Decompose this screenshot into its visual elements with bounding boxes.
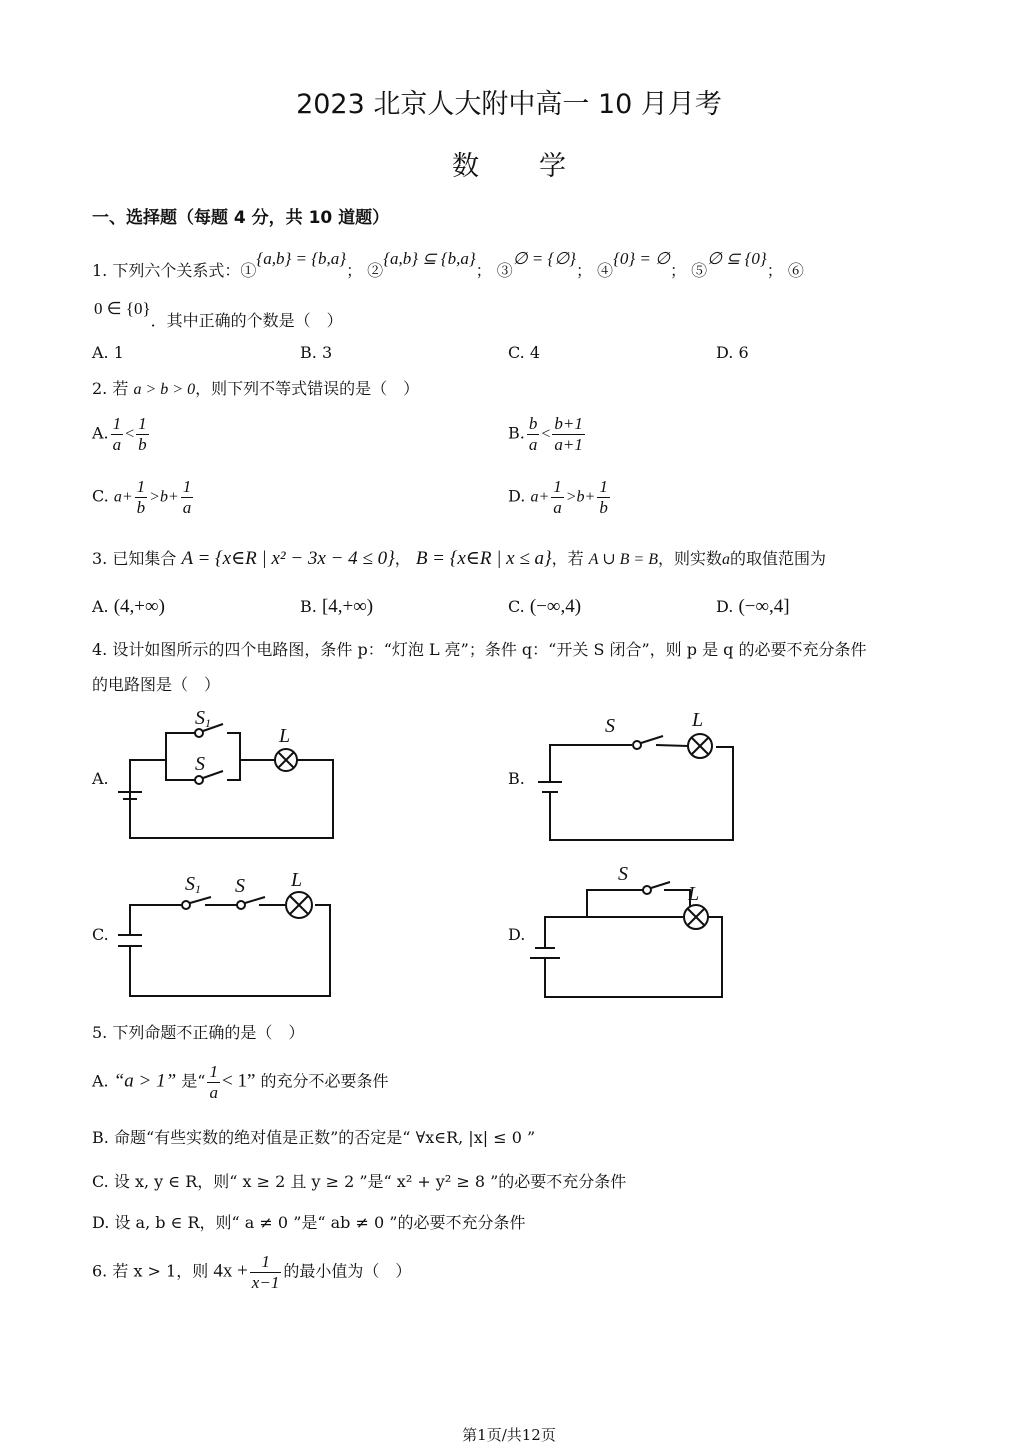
relation-mark: ② [367, 261, 384, 280]
option-label: C. [92, 486, 109, 506]
denominator: b [599, 497, 608, 517]
switch-s-lever [651, 882, 670, 888]
switch-contact [195, 776, 203, 784]
q2-option-d[interactable] [508, 477, 612, 517]
question-text: 是“ [181, 1071, 206, 1091]
q2-option-a[interactable] [92, 414, 151, 454]
page-indicator: 第1页/共12页 [462, 1426, 556, 1444]
fraction [207, 1062, 220, 1102]
option-text: 4 [529, 343, 541, 362]
option-label: D. [716, 343, 734, 362]
fraction [597, 477, 610, 517]
denominator: x−1 [251, 1272, 280, 1292]
math-expr: 4x + [213, 1260, 248, 1282]
option-label: D. [92, 1213, 110, 1232]
question-number: 3. [92, 549, 108, 568]
option-text: (−∞,4) [529, 596, 582, 617]
q5-option-c[interactable] [92, 1169, 626, 1192]
subject-char-1: 数 [452, 151, 479, 182]
denominator: b [136, 497, 146, 517]
denominator: a [182, 497, 192, 517]
separator: ； [766, 261, 783, 280]
option-text: (−∞,4] [738, 596, 790, 617]
switch-label-s1: S1 [195, 707, 211, 730]
separator: ； [575, 261, 592, 280]
question-text: 设计如图所示的四个电路图，条件 p：“灯泡 L 亮”；条件 q：“开关 S 闭合”，则 p 是 q 的必要不充分条件 [112, 640, 867, 659]
option-label: A. [92, 597, 109, 616]
q4-option-a-label[interactable]: A. [92, 769, 109, 788]
question-1-stem [92, 249, 804, 281]
option-text: 命题“有些实数的绝对值是正数”的否定是“ ∀x∈R, |x| ≤ 0 ” [113, 1128, 536, 1147]
switch-s-lever [245, 897, 265, 903]
subject-title [0, 144, 1018, 183]
operator: < [125, 425, 135, 443]
numerator: 1 [138, 414, 147, 433]
option-label: B. [300, 597, 317, 616]
question-text: 下列六个关系式： [112, 261, 241, 280]
wire [587, 890, 643, 917]
option-label: C. [508, 597, 525, 616]
option-label: A. [92, 423, 109, 443]
fraction [552, 414, 584, 454]
option-label: A. [92, 1071, 109, 1091]
set-a-expr: A = {x∈R | x² − 3x − 4 ≤ 0} [181, 548, 395, 569]
switch-s-lever [203, 771, 223, 778]
question-text: 已知集合 [112, 549, 177, 568]
fraction [250, 1252, 282, 1292]
separator: ； [475, 261, 492, 280]
switch-s-lever [641, 736, 663, 743]
question-number: 5. [92, 1023, 108, 1042]
fraction [111, 414, 124, 454]
option-text: (4,+∞) [113, 596, 165, 617]
numerator: 1 [136, 477, 146, 496]
wire [130, 905, 182, 935]
circuit-diagram-a[interactable] [115, 700, 335, 850]
question-text: ，若 [551, 549, 584, 568]
switch-contact [633, 741, 641, 749]
denominator: b [138, 434, 147, 454]
question-number: 6. [92, 1261, 108, 1281]
condition-expr: A ∪ B = B [588, 551, 658, 568]
wire [656, 745, 688, 746]
q5-option-a[interactable] [92, 1062, 389, 1102]
q2-option-c[interactable] [92, 477, 195, 517]
fraction [527, 414, 540, 454]
option-text: 设 a, b ∈ R，则“ a ≠ 0 ”是“ ab ≠ 0 ”的必要不充分条件 [114, 1213, 526, 1232]
math-expr: >b+ [565, 488, 596, 506]
relation-expr: {0} = ∅ [613, 249, 670, 268]
relation-mark: ① [240, 261, 257, 280]
option-text: 3 [321, 343, 333, 362]
q1-option-c[interactable] [508, 343, 540, 362]
question-6-stem [92, 1252, 411, 1292]
set-b-expr: B = {x∈R | x ≤ a} [415, 548, 552, 569]
wire [227, 733, 240, 780]
fraction [551, 477, 564, 517]
q4-option-d-label[interactable]: D. [508, 925, 526, 944]
denominator: a+1 [554, 434, 583, 454]
math-expr: “a > 1” [113, 1070, 177, 1092]
numerator: 1 [182, 477, 192, 496]
relation-expr: ∅ = {∅} [512, 249, 576, 268]
question-text: 下列命题不正确的是（ ） [112, 1023, 305, 1042]
q3-option-c[interactable] [508, 596, 581, 618]
question-number: 4. [92, 640, 108, 659]
relation-mark: ④ [597, 261, 614, 280]
separator: ； [346, 261, 363, 280]
numerator: b+1 [554, 414, 583, 433]
variable: a [722, 551, 730, 568]
switch-s1-lever [190, 897, 211, 903]
question-text: 若 [112, 379, 129, 398]
option-label: D. [508, 486, 526, 506]
wire [166, 733, 195, 760]
switch-contact [195, 729, 203, 737]
question-1-stem-line2 [94, 299, 343, 331]
option-label: B. [92, 1128, 109, 1147]
relation-mark: ⑥ [787, 261, 804, 280]
operator: < [541, 425, 551, 443]
switch-contact [237, 901, 245, 909]
section-heading: 一、选择题（每题 4 分，共 10 道题） [92, 208, 390, 228]
option-label: B. [300, 343, 317, 362]
wire [130, 760, 333, 838]
q1-option-b[interactable] [300, 343, 332, 362]
option-label: C. [508, 343, 525, 362]
question-text: 的取值范围为 [730, 549, 827, 568]
math-expr: a+ [113, 488, 133, 506]
q1-option-d[interactable] [716, 343, 749, 362]
q2-option-b[interactable] [508, 414, 587, 454]
numerator: 1 [261, 1252, 270, 1271]
switch-label-s: S [235, 875, 245, 897]
relation-expr: 0 ∈ {0} [94, 299, 151, 318]
numerator: 1 [209, 1062, 218, 1081]
switch-contact [182, 901, 190, 909]
q5-option-b[interactable] [92, 1125, 535, 1148]
fraction [135, 477, 148, 517]
question-5-stem [92, 1020, 304, 1043]
circuit-diagram-d[interactable] [530, 860, 750, 1010]
lamp-label: L [688, 883, 700, 905]
option-label: B. [508, 423, 525, 443]
numerator: 1 [553, 477, 562, 496]
switch-label-s: S [605, 715, 615, 737]
q5-option-d[interactable] [92, 1210, 525, 1233]
denominator: a [553, 497, 562, 517]
relation-expr: {a,b} ⊆ {b,a} [383, 249, 476, 268]
relation-mark: ③ [496, 261, 513, 280]
wire [550, 745, 632, 782]
option-text: 设 x, y ∈ R，则“ x ≥ 2 且 y ≥ 2 ”是“ x² + y² ≥ 8 ”的必要不充分条件 [113, 1172, 627, 1191]
relation-mark: ⑤ [691, 261, 708, 280]
fraction [136, 414, 149, 454]
circuit-diagram-c[interactable] [115, 860, 345, 1010]
separator: ， [394, 549, 411, 568]
question-text: 的充分不必要条件 [260, 1071, 389, 1091]
wire [166, 760, 195, 780]
denominator: a [209, 1082, 218, 1102]
switch-label-s1: S1 [185, 873, 201, 896]
denominator: a [112, 434, 122, 454]
q3-option-d[interactable] [716, 596, 790, 618]
question-text: ．其中正确的个数是（ ） [150, 311, 343, 330]
switch-label-s: S [618, 863, 628, 885]
option-text: 1 [113, 343, 124, 362]
question-text: ，则实数 [657, 549, 722, 568]
question-2-stem [92, 376, 419, 399]
q3-option-a[interactable] [92, 596, 165, 618]
option-text: [4,+∞) [321, 596, 374, 617]
q4-option-c-label[interactable]: C. [92, 925, 109, 944]
math-expr: < 1” [221, 1070, 256, 1092]
question-3-stem [92, 546, 826, 570]
option-label: D. [716, 597, 734, 616]
circuit-diagram-b[interactable] [530, 700, 750, 850]
option-label: A. [92, 343, 109, 362]
option-text: 6 [738, 343, 749, 362]
q3-option-b[interactable] [300, 596, 373, 618]
numerator: b [528, 414, 538, 433]
question-number: 1. [92, 261, 108, 280]
question-text: 的最小值为（ ） [283, 1261, 412, 1281]
math-expr: a > b > 0 [133, 381, 196, 398]
question-4-stem-line2: 的电路图是（ ） [92, 675, 221, 694]
question-text: 若 x > 1，则 [112, 1261, 209, 1281]
q1-option-a[interactable] [92, 343, 124, 362]
numerator: 1 [599, 477, 608, 496]
separator: ； [669, 261, 686, 280]
relation-expr: ∅ ⊆ {0} [707, 249, 767, 268]
subject-char-2: 学 [539, 151, 566, 182]
numerator: 1 [112, 414, 122, 433]
wire [545, 917, 683, 948]
denominator: a [528, 434, 538, 454]
math-expr: >b+ [149, 488, 179, 506]
relation-expr: {a,b} = {b,a} [256, 249, 347, 268]
question-number: 2. [92, 379, 108, 398]
lamp-label: L [291, 869, 303, 891]
fraction [181, 477, 194, 517]
question-text: ，则下列不等式错误的是（ ） [195, 379, 420, 398]
switch-label-s: S [195, 753, 205, 775]
math-expr: a+ [530, 488, 550, 506]
exam-title: 2023 北京人大附中高一 10 月月考 [296, 89, 722, 120]
lamp-label: L [279, 725, 291, 747]
wire [550, 747, 733, 840]
question-4-stem [92, 637, 867, 660]
q4-option-b-label[interactable]: B. [508, 769, 525, 788]
switch-contact [643, 886, 651, 894]
lamp-label: L [692, 709, 704, 731]
option-label: C. [92, 1172, 109, 1191]
